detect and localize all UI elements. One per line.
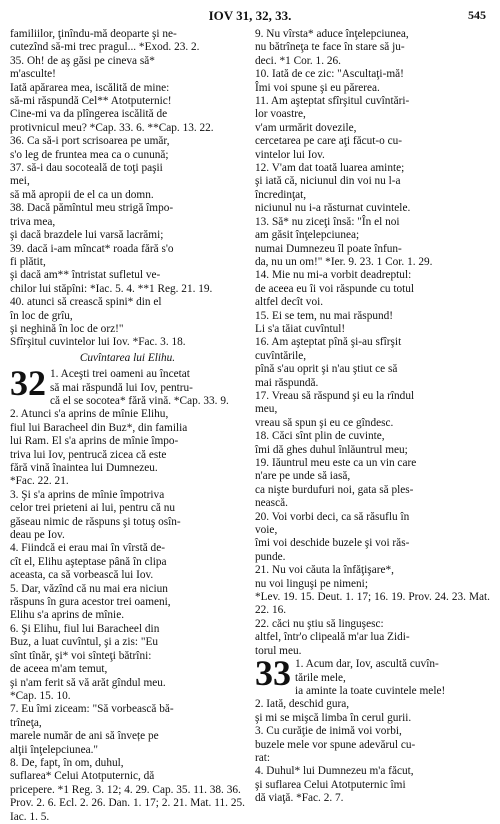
text-line: 6. Şi Elihu, fiul lui Baracheel din (10, 622, 160, 635)
text-line: Iată apărarea mea, iscălită de mine: (10, 81, 170, 94)
chapter-32-first-verse (50, 368, 229, 408)
text-line: altfel decît voi. (255, 296, 324, 309)
text-line: 13. Să* nu ziceţi însă: "În el noi (255, 215, 400, 228)
text-line: lor voastre, (255, 108, 306, 121)
text-line: celor trei prieteni ai lui, pentru că nu (10, 502, 175, 515)
text-line: de aceea m'am temut, (10, 663, 108, 676)
text-line: 1. Acum dar, Iov, ascultă cuvîn- (295, 658, 439, 671)
text-line: şi dacă am** întristat sufletul ve- (10, 269, 161, 282)
text-line: altfel, într'o clipeală m'ar lua Zidi- (255, 631, 410, 644)
text-line: 35. Oh! de aş găsi pe cineva să* (10, 54, 155, 67)
text-line: punde. (255, 550, 286, 563)
running-title: IOV 31, 32, 33. (208, 8, 292, 23)
text-line: 8. De, fapt, în om, duhul, (10, 756, 124, 769)
text-line: cuvîntările, (255, 349, 307, 362)
text-line: să mă apropii de el ca un domn. (10, 188, 154, 201)
text-line: s'o leg de fruntea mea ca o cunună; (10, 148, 169, 161)
text-line: numai Dumnezeu îl poate înfun- (255, 242, 402, 255)
text-line: 3. Şi s'a aprins de mînie împotriva (10, 488, 165, 501)
text-line: marele număr de ani să învețe pe (10, 730, 159, 743)
text-line: şi mi se mişcă limba în cerul gurii. (255, 711, 412, 724)
text-line: voie, (255, 524, 278, 537)
section-heading: Cuvîntarea lui Elihu. (79, 351, 176, 364)
text-line: şi suflarea Celui Atotputernic îmi (255, 778, 406, 791)
text-line: dă viaţă. *Fac. 2. 7. (255, 792, 344, 805)
chapter-33-first-verse (295, 658, 445, 698)
text-line: nu voi linguşi pe nimeni; (255, 577, 368, 590)
chapter-number-32: 32 (10, 363, 46, 404)
text-line: tările mele, (295, 671, 346, 684)
text-line: niciunul nu i-a răsturnat cuvintele. (255, 202, 411, 215)
page-number: 545 (468, 8, 486, 22)
text-line: 20. Voi vorbi deci, ca să răsuflu în (255, 510, 410, 523)
text-line: 17. Vreau să răspund şi eu la rîndul (255, 389, 415, 402)
left-column (10, 28, 245, 824)
text-line: 4. Fiindcă ei erau mai în vîrstă de- (10, 542, 165, 555)
text-line: vreau să spun şi eu ce gîndesc. (255, 416, 394, 429)
text-line: 15. Ei se tem, nu mai răspund! (255, 309, 394, 322)
text-line: Li s'a tăiat cuvîntul! (255, 322, 346, 335)
text-line: răspuns în gura acestor trei oameni, (10, 596, 171, 609)
text-line: aceasta, ca să vorbească lui Iov. (10, 569, 154, 582)
text-line: Sfîrşitul cuvintelor lui Iov. *Fac. 3. 18. (10, 336, 186, 349)
chapter-32-opening (10, 363, 245, 408)
text-line: trîneţa, (10, 716, 42, 729)
text-line: Elihu s'a aprins de mînie. (10, 609, 125, 622)
text-line: rat: (255, 751, 271, 764)
text-line: 7. Eu îmi ziceam: "Să vorbească bă- (10, 703, 174, 716)
left-text-block-1 (10, 28, 245, 350)
text-line: nească. (255, 497, 288, 510)
text-line: 40. atunci să crească spini* din el (10, 296, 162, 309)
text-line: familiilor, ţinîndu-mă deoparte şi ne- (10, 28, 177, 40)
text-line: da, nu un om!" *Ier. 9. 23. 1 Cor. 1. 29. (255, 255, 433, 268)
text-line: Cine-mi va da plîngerea iscălită de (10, 108, 168, 121)
text-line: Îmi voi spune şi eu părerea. (255, 81, 380, 94)
text-line: 11. Am aşteptat sfîrşitul cuvîntări- (255, 95, 410, 108)
text-line: mai răspundă. (255, 376, 319, 389)
text-line: alţii înţelepciunea." (10, 743, 99, 756)
text-line: încredinţat, (255, 188, 307, 201)
text-line: v'am urmărit dovezile, (255, 121, 357, 134)
chapter-number-33: 33 (255, 653, 291, 694)
text-line: 5. Dar, văzînd că nu mai era niciun (10, 582, 168, 595)
text-line: triva lui Iov, pentrucă zicea că este (10, 448, 167, 461)
text-line: pricepere. *1 Reg. 3. 12; 4. 29. Cap. 35. 11. 38. 36. (10, 783, 241, 796)
text-line: 10. Iată de ce zic: "Ascultaţi-mă! (255, 68, 404, 81)
text-line: protivnicul meu? *Cap. 33. 6. **Cap. 13. 22. (10, 121, 214, 134)
text-line: 21. Nu voi căuta la înfăţişare*, (255, 564, 394, 577)
text-line: lui Ram. El s'a aprins de mînie împo- (10, 435, 179, 448)
text-line: m'asculte! (10, 68, 56, 81)
text-line: meu, (255, 403, 278, 416)
text-line: 18. Căci sînt plin de cuvinte, (255, 430, 385, 443)
text-line: am găsit înţelepciunea; (255, 229, 360, 242)
text-line: triva mea, (10, 215, 56, 228)
text-line: mei, (10, 175, 30, 188)
text-line: să-mi răspundă Cel** Atotputernic! (10, 95, 172, 108)
text-line: 9. Nu vîrsta* aduce înţelepciunea, (255, 28, 409, 40)
text-line: torul meu. (255, 644, 302, 657)
text-line: nu bătrîneţa te face în stare să ju- (255, 41, 405, 54)
right-column (255, 28, 490, 824)
text-line: fiul lui Baracheel din Buz*, din familia (10, 421, 188, 434)
text-line: 4. Duhul* lui Dumnezeu m'a făcut, (255, 765, 414, 778)
text-line: de aceea eu îi voi răspunde cu totul (255, 282, 415, 295)
text-line: şi iată că, niciunul din voi nu l-a (255, 175, 401, 188)
text-line: cutezînd să-mi trec pragul... *Exod. 23. 2. (10, 41, 200, 54)
chapter-33-opening (255, 653, 490, 698)
text-line: 36. Ca să-i port scrisoarea pe umăr, (10, 135, 170, 148)
text-line: 2. Iată, deschid gura, (255, 698, 350, 711)
text-line: pînă s'au oprit şi n'au ştiut ce să (255, 363, 398, 376)
right-text-block-1 (255, 28, 490, 658)
text-line: ia aminte la toate cuvintele mele! (295, 684, 446, 697)
text-line: să mai răspundă lui Iov, pentru- (50, 381, 193, 394)
text-line: 38. Dacă pămîntul meu strigă împo- (10, 202, 174, 215)
text-line: *Lev. 19. 15. Deut. 1. 17; 16. 19. Prov. 24. 23. Mat. 22. 16. (255, 591, 490, 617)
text-line: 39. dacă i-am mîncat* roada fără s'o (10, 242, 174, 255)
text-line: Buz, a luat cuvîntul, şi a zis: "Eu (10, 636, 158, 649)
text-line: şi neghină în loc de orz!" (10, 322, 124, 335)
text-line: 1. Aceşti trei oameni au încetat (50, 368, 190, 381)
text-line: 19. Iăuntrul meu este ca un vin care (255, 457, 417, 469)
text-line: îmi voi deschide buzele şi voi răs- (255, 537, 410, 550)
text-line: vintelor lui Iov. (255, 148, 325, 161)
text-line: *Cap. 15. 10. (10, 689, 71, 702)
text-line: fi plătit, (10, 255, 46, 268)
text-line: suflarea* Celui Atotputernic, dă (10, 770, 155, 783)
text-line: n'are pe unde să iasă, (255, 470, 351, 483)
text-line: Prov. 2. 6. Ecl. 2. 26. Dan. 1. 17; 2. 21. Mat. 11. 25. Iac. 1. 5. (10, 797, 245, 823)
text-line: că el se socotea* fără vină. *Cap. 33. 9. (50, 394, 229, 407)
text-line: îmi dă ghes duhul înlăuntrul meu; (255, 443, 408, 456)
text-line: 3. Cu curăţie de inimă voi vorbi, (255, 725, 402, 738)
text-line: *Fac. 22. 21. (10, 475, 69, 488)
text-line: chilor lui stăpîni: *Iac. 5. 4. **1 Reg. 21. 19. (10, 282, 213, 295)
page-header (10, 8, 490, 28)
text-line: buzele mele vor spune adevărul cu- (255, 738, 416, 751)
text-line: cercetarea pe care aţi făcut-o cu- (255, 135, 403, 148)
text-line: cît el, Elihu aşteptase până în clipa (10, 555, 167, 568)
right-text-block-2 (255, 698, 490, 805)
text-line: găseau nimic de răspuns şi totuş osîn- (10, 515, 181, 528)
text-line: 22. căci nu ştiu să linguşesc: (255, 617, 384, 630)
text-line: 37. să-i dau socoteală de toţi paşii (10, 162, 163, 175)
text-line: sînt tînăr, şi* voi sînteţi bătrîni: (10, 649, 152, 662)
text-line: deau pe Iov. (10, 529, 65, 542)
text-line: 16. Am aşteptat pînă şi-au sfîrşit (255, 336, 402, 349)
text-line: 2. Atunci s'a aprins de mînie Elihu, (10, 408, 169, 421)
text-line: 14. Mie nu mi-a vorbit deadreptul: (255, 269, 412, 282)
left-text-block-2 (10, 408, 245, 824)
text-line: în loc de grîu, (10, 309, 73, 322)
text-line: fără vină înaintea lui Dumnezeu. (10, 462, 158, 474)
text-line: şi dacă brazdele lui varsă lacrămi; (10, 229, 164, 242)
text-line: 12. V'am dat toată luarea aminte; (255, 162, 405, 175)
text-line: deci. *1 Cor. 1. 26. (255, 54, 341, 67)
text-line: şi n'am ferit să vă arăt gîndul meu. (10, 676, 166, 689)
text-line: ca nişte burdufuri noi, gata să ples- (255, 483, 414, 496)
